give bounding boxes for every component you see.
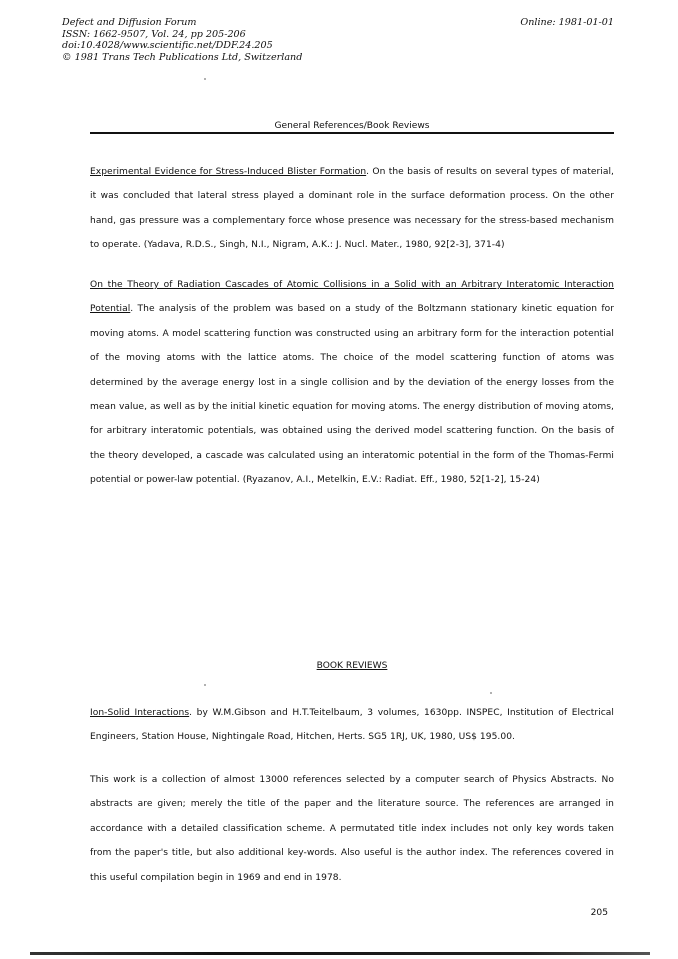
- copyright-line: © 1981 Trans Tech Publications Ltd, Switzerland: [62, 51, 303, 63]
- online-date: Online: 1981-01-01: [520, 17, 614, 28]
- scan-speck: [490, 692, 492, 694]
- book-citation: . by W.M.Gibson and H.T.Teitelbaum, 3 volumes, 1630pp. INSPEC, Institution of Electrical Engineers, Station House, Nightingale Road, Hitchen, Herts. SG5 1RJ, UK, 1980, US$ 195.00.: [90, 708, 614, 743]
- book-title: Ion-Solid Interactions: [90, 708, 190, 718]
- journal-name: Defect and Diffusion Forum: [62, 17, 197, 28]
- entry-2-body: . The analysis of the problem was based on a study of the Boltzmann stationary kinetic equation for moving atoms. A model scattering function was constructed using an arbitrary form for the interaction potential of the moving atoms with the lattice atoms. The choice of the model scattering function of atoms was determined by the average energy lost in a single collision and by the deviation of the energy losses from the mean value, as well as by the initial kinetic equation for moving atoms. The energy distribution of moving atoms, for arbitrary interatomic potentials, was obtained using the derived model scattering function. On the basis of the theory developed, a cascade was calculated using an interatomic potential in the form of the Thomas-Fermi potential or power-law potential. (Ryazanov, A.I., Metelkin, E.V.: Radiat. Eff., 1980, 52[1-2], 15-24): [90, 304, 614, 486]
- entry-1-body: . On the basis of results on several types of material, it was concluded that lateral stress played a dominant role in the surface deformation process. On the other hand, gas pressure was a complementary force whose presence was necessary for the stress-based mechanism to operate. (Yadava, R.D.S., Singh, N.I., Nigram, A.K.: J. Nucl. Mater., 1980, 92[2-3], 371-4): [90, 167, 614, 251]
- entry-1-title: Experimental Evidence for Stress-Induced Blister Formation: [90, 167, 367, 177]
- title-rule: [90, 132, 614, 134]
- scan-speck: [204, 78, 206, 80]
- citation-header: [62, 17, 302, 63]
- entry-1: [90, 160, 614, 258]
- issn-line: ISSN: 1662-9507, Vol. 24, pp 205-206: [62, 28, 246, 40]
- entry-2-title: On the Theory of Radiation Cascades of Atomic Collisions in a Solid with an Arbitrary Interatomic Interaction Potential: [90, 280, 614, 315]
- page-number: 205: [590, 908, 608, 918]
- book-review-entry: [90, 701, 614, 750]
- footer-rule: [30, 952, 650, 955]
- book-reviews-heading: BOOK REVIEWS: [316, 661, 388, 671]
- scan-speck: [204, 684, 206, 686]
- section-title: General References/Book Reviews: [274, 121, 430, 131]
- entry-2: [90, 273, 614, 493]
- book-review-text: This work is a collection of almost 13000 references selected by a computer search of Physics Abstracts. No abstracts are given; merely the title of the paper and the literature source. The references are arranged in accordance with a detailed classification scheme. A permutated title index includes not only key words taken from the paper's title, but also additional key-words. Also useful is the author index. The references covered in this useful compilation begin in 1969 and end in 1978.: [90, 775, 614, 883]
- doi-line: doi:10.4028/www.scientific.net/DDF.24.205: [62, 40, 273, 51]
